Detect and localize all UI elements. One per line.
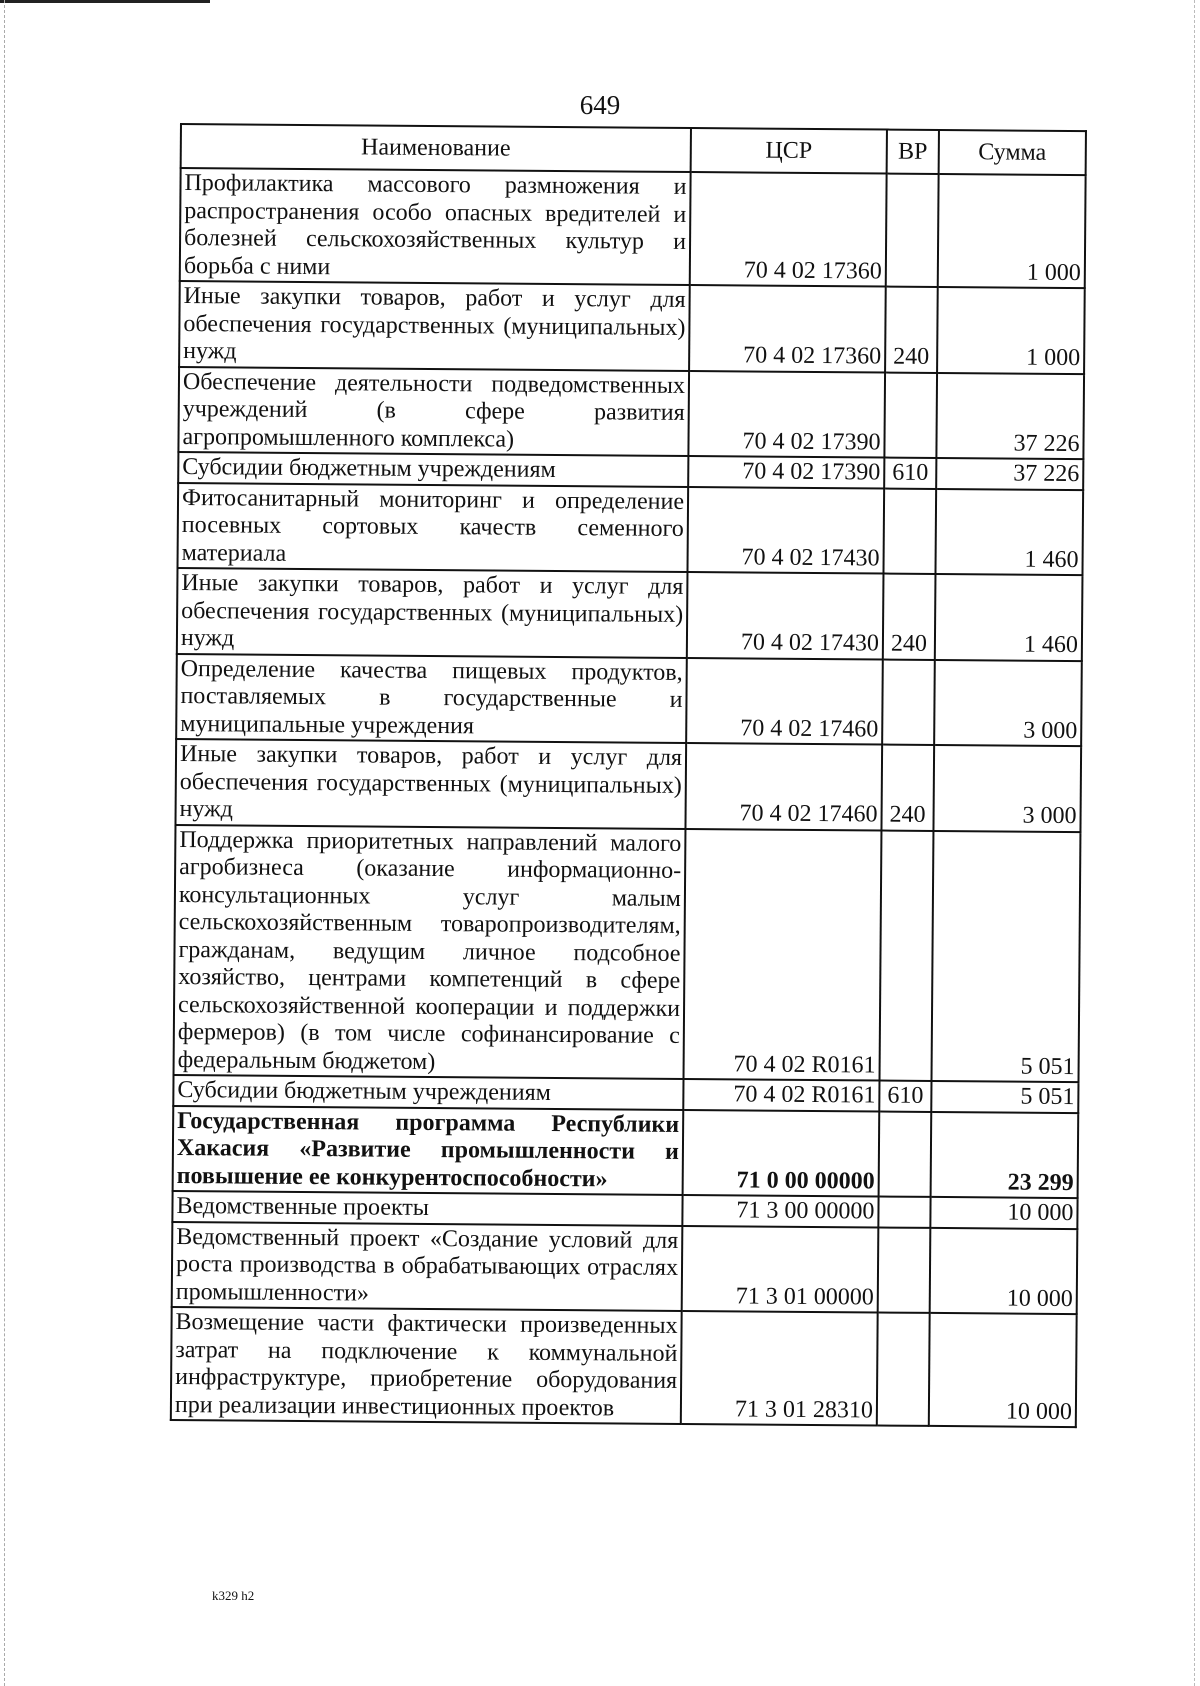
row-name: Иные закупки товаров, работ и услуг для обеспечения государственных (муниципальных) нужд: [177, 568, 688, 658]
row-vr: [886, 174, 939, 287]
row-sum: 1 000: [938, 174, 1086, 288]
row-name: Государственная программа Республики Хакасия «Развитие промышленности и повышение ее конкурентоспособности»: [173, 1105, 684, 1195]
row-vr: [879, 1111, 932, 1197]
table-row: [180, 168, 1086, 288]
scan-edge-right: [1194, 0, 1196, 1686]
table-row: [172, 1221, 1078, 1314]
header-sum: Сумма: [939, 130, 1086, 175]
table-row: [178, 367, 1084, 460]
row-name: Обеспечение деятельности подведомственных учреждений (в сфере развития агропромышленного комплекса): [178, 367, 689, 457]
header-name: Наименование: [181, 124, 691, 172]
row-sum: 37 226: [936, 458, 1083, 490]
row-csr: 70 4 02 R0161: [684, 828, 882, 1080]
table-row: [171, 1307, 1077, 1427]
table-row-program: [173, 1105, 1079, 1198]
row-csr: 70 4 02 17360: [689, 285, 886, 372]
row-name: Поддержка приоритетных направлений малого агробизнеса (оказание информационно-консультационных услуг малым сельскохозяйственным товаропроизводителям, гражданам, ведущим личное подсобное хозяйство, центрами компетенций в сфере сельскохозяйственной кооперации и поддержки фермеров) (в том числе софинансирование с федеральным бюджетом): [174, 824, 686, 1078]
row-vr: [878, 1227, 931, 1313]
header-csr: ЦСР: [691, 128, 887, 174]
row-vr: [878, 1197, 930, 1228]
header-vr: ВР: [887, 130, 939, 174]
scan-edge-top: [0, 0, 210, 3]
row-sum: 5 051: [931, 830, 1080, 1082]
row-vr: [883, 488, 936, 574]
row-name: Профилактика массового размножения и распространения особо опасных вредителей и болезней сельскохозяйственных культур и борьба с ними: [180, 168, 691, 285]
row-name: Возмещение части фактически произведенных затрат на подключение к коммунальной инфраструктуре, приобретение оборудования при реализации инвестиционных проектов: [171, 1307, 682, 1424]
row-name: Иные закупки товаров, работ и услуг для обеспечения государственных (муниципальных) нужд: [175, 739, 686, 829]
row-csr: 70 4 02 17430: [687, 487, 884, 574]
table-header-row: [181, 124, 1086, 175]
row-name: Ведомственные проекты: [172, 1191, 682, 1226]
row-csr: 70 4 02 R0161: [683, 1079, 879, 1111]
row-name: Субсидии бюджетным учреждениям: [178, 452, 688, 487]
row-sum: 3 000: [934, 659, 1082, 746]
table-row: [176, 653, 1082, 746]
row-vr: [877, 1313, 930, 1426]
row-sum: 10 000: [930, 1227, 1078, 1314]
budget-table-container: [170, 123, 1085, 1428]
row-name: Ведомственный проект «Создание условий для роста производства в обрабатывающих отраслях промышленности»: [172, 1221, 683, 1311]
row-vr: 240: [881, 745, 934, 831]
row-name: Иные закупки товаров, работ и услуг для обеспечения государственных (муниципальных) нужд: [179, 281, 690, 371]
row-vr: 240: [885, 287, 938, 373]
row-csr: 71 3 00 00000: [682, 1195, 878, 1227]
row-sum: 23 299: [931, 1111, 1079, 1198]
row-sum: 10 000: [929, 1313, 1077, 1427]
budget-table: [170, 123, 1087, 1428]
row-sum: 1 460: [935, 574, 1083, 661]
row-csr: 70 4 02 17430: [687, 572, 884, 659]
row-name: Определение качества пищевых продуктов, поставляемых в государственные и муниципальные учреждения: [176, 653, 687, 743]
row-csr: 70 4 02 17460: [686, 657, 883, 744]
row-sum: 1 000: [937, 287, 1085, 374]
row-csr: 71 0 00 00000: [683, 1109, 880, 1196]
table-row: [177, 568, 1083, 661]
page-number: 649: [579, 90, 621, 120]
table-row: [175, 739, 1081, 832]
row-sum: 3 000: [933, 745, 1081, 832]
row-csr: 70 4 02 17360: [690, 172, 887, 287]
row-csr: 70 4 02 17460: [685, 743, 882, 830]
row-csr: 71 3 01 28310: [681, 1311, 878, 1426]
scan-edge-left: [4, 0, 6, 1686]
table-row: [178, 482, 1084, 575]
row-name: Субсидии бюджетным учреждениям: [173, 1075, 683, 1110]
row-sum: 37 226: [936, 372, 1084, 459]
row-csr: 70 4 02 17390: [688, 371, 885, 458]
row-csr: 70 4 02 17390: [688, 456, 884, 488]
row-csr: 71 3 01 00000: [682, 1225, 879, 1312]
row-sum: 1 460: [935, 488, 1083, 575]
row-vr: 610: [879, 1081, 931, 1112]
row-vr: 240: [883, 574, 936, 660]
row-vr: 610: [884, 458, 936, 489]
table-row: [174, 824, 1081, 1082]
row-name: Фитосанитарный мониторинг и определение посевных сортовых качеств семенного материала: [178, 482, 689, 572]
row-sum: 10 000: [930, 1197, 1077, 1229]
footer-document-code: k329 h2: [212, 1588, 255, 1603]
row-vr: [880, 830, 934, 1081]
row-vr: [882, 659, 935, 745]
row-vr: [884, 372, 937, 458]
row-sum: 5 051: [931, 1081, 1078, 1113]
table-row: [179, 281, 1085, 374]
